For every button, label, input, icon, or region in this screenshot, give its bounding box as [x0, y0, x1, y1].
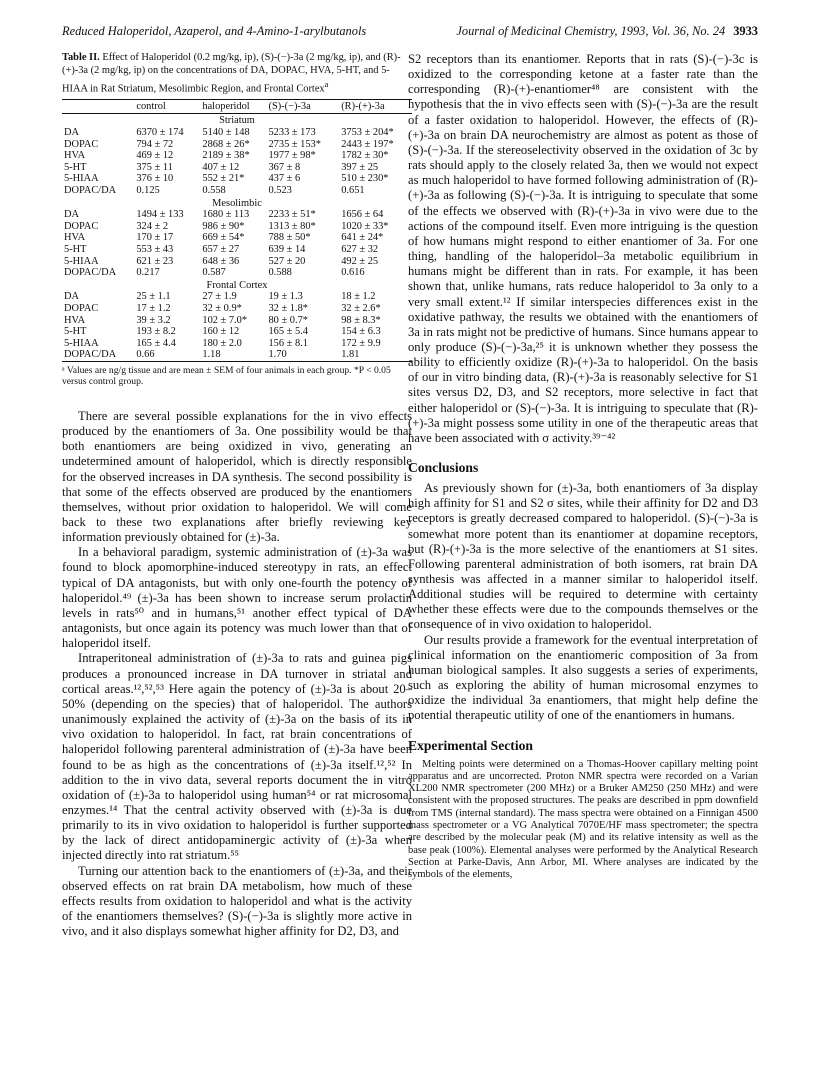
data-table: [62, 99, 412, 362]
table-cell: 2868 ± 26*: [202, 138, 250, 150]
row-label: 5-HIAA: [64, 255, 99, 267]
conclusions-paragraph: As previously shown for (±)-3a, both enantiomers of 3a display high affinity for S1 and S2 σ sites, while their affinity for D2 and D3 receptors is greatly decreased compared to haloperidol. (S)-(−)-3a is somewhat more potent than its enantiomer at dopamine receptors, but (R)-(+)-3a is the more selective of the enantiomers at S1 sites. Following parenteral administration of both isomers, rat brain DA synthesis was affected in a manner similar to haloperidol itself. Additional studies will be required to determine with certainty whether these effects were due to the compounds themselves or the consequence of in vivo oxidation to haloperidol.: [408, 481, 758, 632]
page-number: 3933: [733, 24, 758, 38]
table-cell: 0.66: [134, 349, 200, 361]
row-label: 5-HT: [64, 243, 87, 255]
table-cell: 0.587: [202, 267, 226, 279]
row-label: HVA: [64, 314, 86, 326]
table-cell: 17 ± 1.2: [136, 302, 171, 314]
body-paragraph: S2 receptors than its enantiomer. Reports that in rats (S)-(−)-3c is oxidized to the corresponding ketone at a faster rate than the corresponding (R)-(+)-enantiomer⁴⁸ are consistent with the hypothesis that the in vivo effects seen with (S)-(−)-3a are the result of a faster oxidation to haloperidol. However, the effects of (R)-(+)-3a on brain DA neurochemistry are almost as potent as those of (S)-(−)-3a. If the stereoselectivity observed in the oxidation of 3c by rats should apply to the closely related 3a, then we would not expect as much haloperidol to have formed following administration of (R)-(+)-3a as following (S)-(−)-3a. It is intriguing to speculate that some of the effects we observed with (R)-(+)-3a in vivo were due to the actions of the compound itself. Even more intriguing is the question of how humans might respond to either enantiomer of 3a. For one thing, handling of the haloperidol–3a metabolic equilibrium in humans might be different than in rats. For example, it has been shown that, unlike humans, rats reduce haloperidol to 3a only to a very small extent.¹² If similar interspecies differences exist in the oxidative pathway, the results we obtained with the enantiomers of 3a in rats might not be predictive of humans. Since humans appear to only produce (S)-(−)-3a,²⁵ it is unknown whether they possess the ability to efficiently oxidize (R)-(+)-3a to haloperidol. On the basis of our in vitro binding data, (R)-(+)-3a is reasonably selective for S1 sites versus D2, D3, and S2 receptors, more selective in fact that either haloperidol or (S)-(−)-3a. It is intriguing to speculate that (R)-(+)-3a might possess some utility in one of the therapeutic areas that have been associated with σ activity.³⁹⁻⁴²: [408, 52, 758, 445]
table-cell: 3753 ± 204*: [341, 127, 394, 139]
table-cell: 0.125: [136, 185, 160, 197]
table-cell: 102 ± 7.0*: [202, 314, 248, 326]
table-cell: 367 ± 8: [268, 161, 301, 173]
table-row: [62, 315, 412, 327]
section-label: Mesolimbic: [212, 197, 262, 209]
section-label: Frontal Cortex: [206, 279, 268, 291]
table-cell: 1.18: [200, 349, 266, 361]
table-cell: 18 ± 1.2: [341, 291, 376, 303]
table-cell: 397 ± 25: [341, 161, 379, 173]
journal-citation: [456, 24, 758, 39]
table-cell: 639 ± 14: [268, 243, 306, 255]
running-header: [62, 24, 758, 40]
column-header: (S)-(−)-3a: [266, 99, 339, 114]
experimental-heading: Experimental Section: [408, 737, 533, 753]
table-section-row: [62, 114, 412, 127]
table-cell: 2735 ± 153*: [268, 138, 321, 150]
table-row: [62, 267, 412, 279]
table-cell: 669 ± 54*: [202, 232, 245, 244]
table-cell: 156 ± 8.1: [268, 337, 308, 349]
row-label: DOPAC/DA: [62, 349, 134, 361]
table-row: [62, 303, 412, 315]
row-label: 5-HT: [64, 161, 87, 173]
table-cell: 0.217: [136, 267, 160, 279]
table-cell: 32 ± 0.9*: [202, 302, 242, 314]
table-cell: 170 ± 17: [136, 232, 174, 244]
table-cell: 527 ± 20: [268, 255, 306, 267]
table-cell: 154 ± 6.3: [341, 326, 381, 338]
table-cell: 657 ± 27: [202, 243, 240, 255]
table-cell: 794 ± 72: [136, 138, 174, 150]
column-header: [62, 99, 134, 114]
table-cell: 27 ± 1.9: [202, 291, 237, 303]
table-cell: 2189 ± 38*: [202, 150, 250, 162]
table-cell: 0.588: [268, 267, 292, 279]
table-cell: 1.81: [339, 349, 412, 361]
table-cell: 5140 ± 148: [202, 127, 250, 139]
table-cell: 0.558: [202, 185, 226, 197]
row-label: DOPAC: [64, 220, 99, 232]
conclusions-paragraph: Our results provide a framework for the eventual interpretation of clinical information on the enantiomeric composition of 3a from human biological samples. It also suggests a series of experiments, such as exploring the ability of human microsomal enzymes to oxidize the individual 3a enantiomers, that might help define the potential therapeutic utility of one of the enantiomers in humans.: [408, 632, 758, 723]
row-label: HVA: [64, 150, 86, 162]
table-caption-mark: a: [324, 78, 329, 89]
row-label: 5-HT: [64, 326, 87, 338]
table-cell: 376 ± 10: [136, 173, 174, 185]
table-cell: 437 ± 6: [268, 173, 301, 185]
table-row: [62, 244, 412, 256]
table-cell: 553 ± 43: [136, 243, 174, 255]
table-cell: 0.616: [341, 267, 365, 279]
column-header: control: [134, 99, 200, 114]
row-label: DOPAC/DA: [64, 267, 117, 279]
section-label: Striatum: [219, 115, 255, 127]
table-row: [62, 349, 412, 361]
table-caption-text: Effect of Haloperidol (0.2 mg/kg, ip), (S)-(−)-3a (2 mg/kg, ip), and (R)-(+)-3a (2 mg/kg, ip) on the concentrations of DA, DOPAC, HVA, 5-HT, and 5-HIAA in Rat Striatum, Mesolimbic Region, and Frontal Cortex: [62, 52, 401, 95]
table-row: [62, 162, 412, 174]
row-label: DA: [64, 291, 80, 303]
row-label: 5-HIAA: [64, 337, 99, 349]
table-label: Table II.: [62, 52, 100, 63]
table-row: [62, 185, 412, 197]
table-cell: 172 ± 9.9: [341, 337, 381, 349]
table-cell: 1977 ± 98*: [268, 150, 316, 162]
table-header-row: [62, 99, 412, 114]
body-paragraph: Intraperitoneal administration of (±)-3a to rats and guinea pigs produces a pronounced increase in DA turnover in striatal and cortical areas.¹²,⁵²,⁵³ Here again the potency of (±)-3a is about 20–50% (depending on the species) that of haloperidol. The authors unanimously explained the activity of (±)-3a on the basis of its in vivo oxidation to haloperidol. In fact, rat brain concentrations of haloperidol following parenteral administration of (±)-3a have been found to be as high as the concentrations of (±)-3a itself.¹²,⁵² In addition to the in vivo data, several reports document the in vitro oxidation of (±)-3a to haloperidol using human⁵⁴ or rat microsomal enzymes.¹⁴ That the central activity observed with (±)-3a is due primarily to its in vivo oxidation to haloperidol is further supported by the lack of direct antidopaminergic activity of (±)-3a when injected directly into rat striatum.⁵⁵: [62, 651, 412, 863]
table-cell: 1656 ± 64: [341, 209, 384, 221]
column-header: haloperidol: [200, 99, 266, 114]
table-row: [62, 232, 412, 244]
body-paragraph: Turning our attention back to the enantiomers of (±)-3a, and their observed effects on rat brain DA metabolism, how much of these effects results from oxidation to haloperidol and what is the activity of the enantiomers themselves? (S)-(−)-3a is slightly more active in vivo, and it also displays somewhat higher affinity for D2, D3, and: [62, 863, 412, 939]
table-row: [62, 173, 412, 185]
table-cell: 160 ± 12: [202, 326, 240, 338]
left-column: [62, 52, 412, 939]
table-cell: 641 ± 24*: [341, 232, 384, 244]
row-label: 5-HIAA: [64, 173, 99, 185]
table-cell: 32 ± 1.8*: [268, 302, 308, 314]
table-section-row: [62, 279, 412, 292]
table-cell: 648 ± 36: [202, 255, 240, 267]
journal-name: Journal of Medicinal Chemistry, 1993, Vol. 36, No. 24: [456, 24, 726, 38]
right-column: [408, 52, 758, 882]
table-cell: 193 ± 8.2: [136, 326, 176, 338]
table-body: [62, 114, 412, 361]
table-section-row: [62, 197, 412, 210]
table-cell: 32 ± 2.6*: [341, 302, 381, 314]
body-paragraph: In a behavioral paradigm, systemic administration of (±)-3a was found to block apomorphine-induced stereotypy in rats, an effect typical of DA antagonists, but with only one-fourth the potency of haloperidol.⁴⁹ (±)-3a has been shown to increase serum prolactin levels in rats⁵⁰ and in humans,⁵¹ another effect typical of DA antagonists, but once again its potency was much lower than that of haloperidol itself.: [62, 545, 412, 651]
table-cell: 2233 ± 51*: [268, 209, 316, 221]
table-row: [62, 221, 412, 233]
table-cell: 165 ± 5.4: [268, 326, 308, 338]
row-label: DOPAC: [64, 138, 99, 150]
table-cell: 80 ± 0.7*: [268, 314, 308, 326]
table-cell: 324 ± 2: [136, 220, 169, 232]
table-cell: 98 ± 8.3*: [341, 314, 381, 326]
table-footnote: ᵃ Values are ng/g tissue and are mean ± SEM of four animals in each group. *P < 0.05 versus control group.: [62, 364, 391, 388]
row-label: DA: [64, 209, 80, 221]
column-header: (R)-(+)-3a: [339, 99, 412, 114]
row-label: HVA: [64, 232, 86, 244]
table-row: [62, 150, 412, 162]
table-cell: 788 ± 50*: [268, 232, 311, 244]
table-cell: 19 ± 1.3: [268, 291, 303, 303]
table-cell: 627 ± 32: [341, 243, 379, 255]
table-cell: 165 ± 4.4: [136, 337, 176, 349]
table-cell: 5233 ± 173: [268, 127, 316, 139]
conclusions-heading: Conclusions: [408, 460, 479, 476]
table-cell: 1494 ± 133: [136, 209, 184, 221]
table-cell: 0.523: [268, 185, 292, 197]
row-label: DA: [64, 127, 80, 139]
table-cell: 407 ± 12: [202, 161, 240, 173]
table-cell: 2443 ± 197*: [341, 138, 394, 150]
body-paragraph: There are several possible explanations for the in vivo effects produced by the enantiomers of 3a. One possibility would be that both enantiomers are being oxidized in vivo, generating an undetermined amount of haloperidol, which is directly responsible for the observed increases in DA synthesis. The second possibility is that some of the effects observed are produced by the enantiomers themselves, without prior oxidation to haloperidol. We will come back to these two explanations after briefly reviewing key information previously obtained for (±)-3a.: [62, 408, 412, 545]
table-cell: 180 ± 2.0: [202, 337, 242, 349]
table-row: [62, 338, 412, 350]
table-cell: 510 ± 230*: [341, 173, 389, 185]
table-cell: 6370 ± 174: [136, 127, 184, 139]
table-row: [62, 291, 412, 303]
left-body-text: [62, 409, 412, 939]
table-cell: 492 ± 25: [341, 255, 379, 267]
table-cell: 1020 ± 33*: [341, 220, 389, 232]
table-cell: 1313 ± 80*: [268, 220, 316, 232]
table-cell: 25 ± 1.1: [136, 291, 171, 303]
table-row: [62, 256, 412, 268]
table-row: [62, 209, 412, 221]
table-cell: 621 ± 23: [136, 255, 174, 267]
table-caption: [62, 52, 412, 96]
running-title: Reduced Haloperidol, Azaperol, and 4-Amino-1-arylbutanols: [62, 24, 367, 38]
row-label: DOPAC/DA: [64, 185, 117, 197]
table-row: [62, 127, 412, 139]
table-row: [62, 139, 412, 151]
table-cell: 552 ± 21*: [202, 173, 245, 185]
table-cell: 1680 ± 113: [202, 209, 250, 221]
experimental-paragraph: Melting points were determined on a Thomas-Hoover capillary melting point apparatus and are uncorrected. Proton NMR spectra were recorded on a Varian XL200 NMR spectrometer (200 MHz) or a Bruker AM250 (250 MHz) and were consistent with the proposed structures. The peaks are described in ppm downfield from TMS (internal standard). The mass spectra were obtained on a Finnigan 4500 mass spectrometer or a VG Analytical 7070E/HF mass spectrometer; the spectra are described by the molecular peak (M) and its relative intensity as well as the base peak (100%). Elemental analyses were performed by the Analytical Research Section at Parke-Davis, Ann Arbor, MI. Where analyses are indicated by the symbols of the elements,: [408, 758, 758, 881]
table-cell: 469 ± 12: [136, 150, 174, 162]
table-cell: 1782 ± 30*: [341, 150, 389, 162]
table-cell: 39 ± 3.2: [136, 314, 171, 326]
row-label: DOPAC: [64, 302, 99, 314]
table-row: [62, 326, 412, 338]
table-cell: 375 ± 11: [136, 161, 173, 173]
table-cell: 0.651: [341, 185, 365, 197]
table-cell: 1.70: [266, 349, 339, 361]
table-cell: 986 ± 90*: [202, 220, 245, 232]
